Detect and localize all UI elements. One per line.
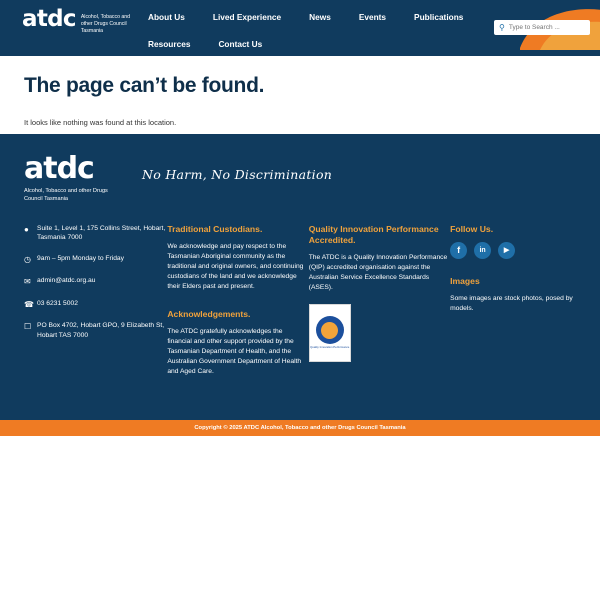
- site-header: [0, 0, 600, 56]
- youtube-icon[interactable]: ▶: [498, 242, 515, 259]
- contact-hours-text: 9am – 5pm Monday to Friday: [37, 255, 124, 263]
- mailbox-icon: ☐: [24, 322, 32, 332]
- traditional-custodians-body: We acknowledge and pay respect to the Tasmanian Aboriginal community as the traditional and original owners, and continuing custodians of the land and we acknowledge their Elders past and present.: [167, 242, 304, 291]
- page-subtitle: It looks like nothing was found at this location.: [24, 118, 177, 127]
- acknowledgements-heading: Acknowledgements.: [167, 309, 251, 320]
- contact-email[interactable]: [24, 276, 167, 287]
- page-background-below-fold: [0, 436, 600, 600]
- main-content: [0, 56, 600, 127]
- footer-follow-column: [450, 224, 576, 378]
- footer-brand: [24, 151, 576, 204]
- header-logo[interactable]: [0, 0, 136, 35]
- qip-badge-inner: [321, 322, 338, 339]
- nav-item-contact-us[interactable]: Contact Us: [218, 39, 263, 49]
- footer-contact-column: [24, 224, 167, 378]
- nav-item-lived-experience[interactable]: Lived Experience: [212, 12, 282, 22]
- site-footer: [0, 134, 600, 420]
- contact-postal-text: PO Box 4702, Hobart GPO, 9 Elizabeth St, Hobart TAS 7000: [37, 322, 165, 339]
- nav-item-resources[interactable]: Resources: [148, 39, 191, 49]
- nav-item-events[interactable]: Events: [358, 12, 387, 22]
- follow-us-heading: Follow Us.: [450, 223, 494, 234]
- contact-phone-text[interactable]: 03 6231 5002: [37, 299, 78, 307]
- linkedin-icon[interactable]: in: [474, 242, 491, 259]
- qip-accreditation-badge: [309, 304, 351, 362]
- contact-email-text[interactable]: admin@atdc.org.au: [37, 277, 96, 285]
- traditional-custodians-heading: Traditional Custodians.: [167, 223, 263, 234]
- phone-icon: ☎: [24, 299, 34, 309]
- footer-logo-wordmark: atdc: [24, 151, 94, 186]
- search-icon: ⚲: [499, 23, 505, 32]
- footer-quality-column: [309, 224, 450, 378]
- footer-acknowledgement-column: [167, 224, 308, 378]
- nav-item-about-us[interactable]: About Us: [148, 12, 185, 22]
- contact-postal: [24, 321, 167, 340]
- acknowledgements-body: The ATDC gratefully acknowledges the financial and other support provided by the Tasmanian Department of Health, and the Australian Government Department of Health and Aged Care.: [167, 328, 302, 376]
- nav-item-news[interactable]: News: [309, 12, 331, 22]
- contact-address: [24, 224, 167, 243]
- quality-accreditation-body: The ATDC is a Quality Innovation Performance (QIP) accredited organisation against the Australian Service Excellence Standards (ASES).: [308, 254, 448, 292]
- images-heading: Images: [450, 275, 480, 286]
- map-pin-icon: ●: [24, 224, 29, 234]
- copyright-text: Copyright © 2025 ATDC Alcohol, Tobacco and other Drugs Council Tasmania: [194, 425, 406, 431]
- spacer: [450, 259, 576, 276]
- qip-badge-icon: [316, 316, 344, 344]
- contact-phone[interactable]: [24, 299, 167, 310]
- images-body: Some images are stock photos, posed by models.: [450, 295, 573, 313]
- quality-accreditation-heading: Quality Innovation Performance Accredited.: [308, 223, 439, 245]
- contact-hours: [24, 254, 167, 265]
- facebook-icon[interactable]: f: [450, 242, 467, 259]
- clock-icon: ◷: [24, 255, 31, 265]
- spacer: [167, 292, 308, 309]
- contact-address-text: Suite 1, Level 1, 175 Collins Street, Hobart, Tasmania 7000: [37, 224, 166, 242]
- social-links: [450, 242, 576, 259]
- page-title: The page can’t be found.: [24, 74, 265, 97]
- copyright-bar: [0, 420, 600, 436]
- footer-logo-subtitle: Alcohol, Tobacco and other Drugs Council Tasmania: [24, 188, 108, 202]
- header-logo-subtitle: Alcohol, Tobacco and other Drugs Council Tasmania: [80, 14, 131, 35]
- search-box[interactable]: [494, 20, 590, 35]
- envelope-icon: ✉: [24, 277, 31, 287]
- footer-tagline: No Harm, No Discrimination: [142, 167, 333, 183]
- nav-item-publications[interactable]: Publications: [414, 12, 464, 22]
- footer-logo[interactable]: [24, 151, 128, 204]
- qip-badge-text: Quality Innovation Performance: [310, 345, 350, 350]
- footer-columns: [24, 224, 576, 378]
- header-logo-wordmark: atdc: [22, 6, 76, 32]
- search-input[interactable]: [509, 24, 585, 31]
